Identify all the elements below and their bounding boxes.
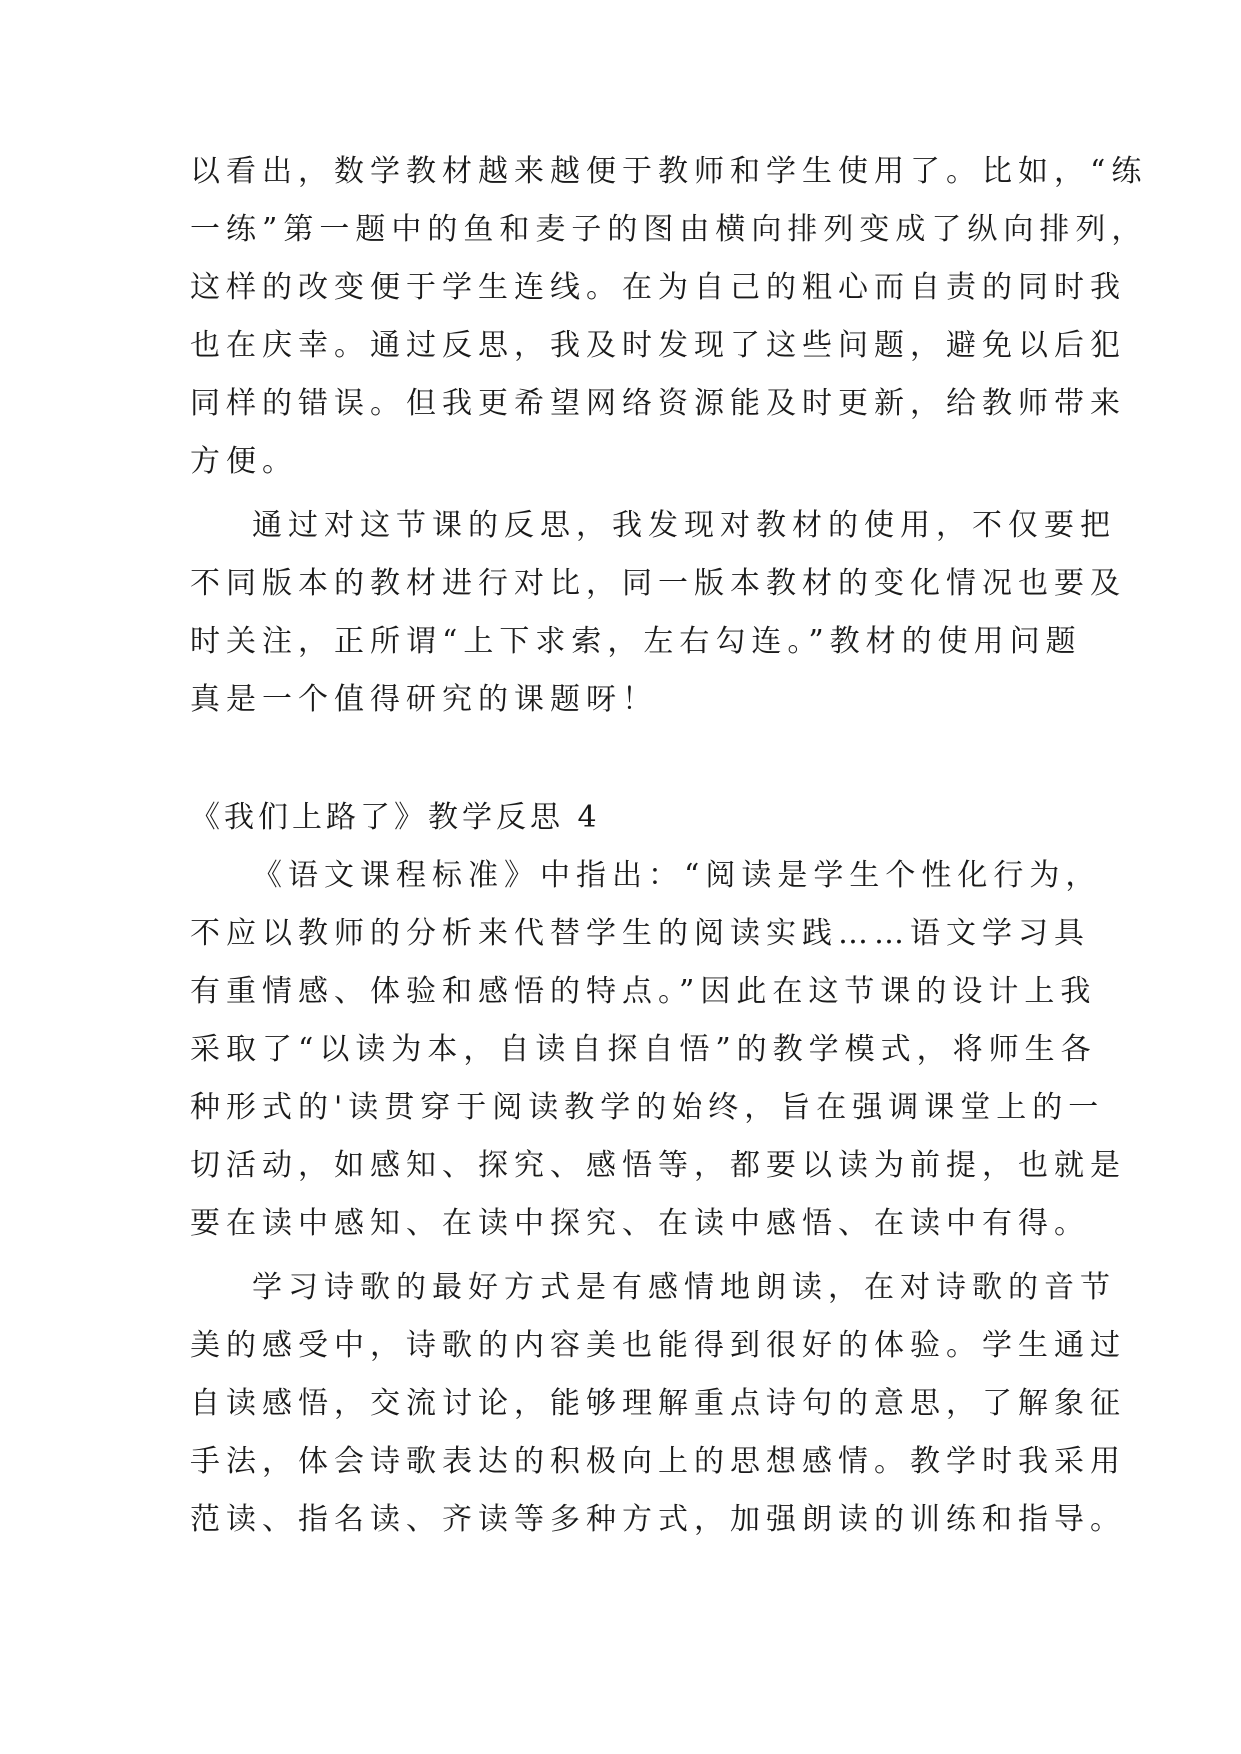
section-heading: 《我们上路了》教学反思 4 (190, 800, 601, 835)
paragraph-line: 这样的改变便于学生连线。在为自己的粗心而自责的同时我 (190, 270, 1126, 305)
paragraph-line: 同样的错误。但我更希望网络资源能及时更新，给教师带来 (190, 386, 1126, 421)
paragraph-first-line: 通过对这节课的反思，我发现对教材的使用，不仅要把 (252, 508, 1116, 543)
paragraph-line: 范读、指名读、齐读等多种方式，加强朗读的训练和指导。 (190, 1502, 1126, 1537)
paragraph-first-line: 学习诗歌的最好方式是有感情地朗读，在对诗歌的音节 (252, 1270, 1116, 1305)
paragraph-line: 不应以教师的分析来代替学生的阅读实践……语文学习具 (190, 916, 1090, 951)
paragraph-line: 真是一个值得研究的课题呀！ (190, 682, 658, 717)
paragraph-line: 时关注，正所谓“上下求索，左右勾连。”教材的使用问题 (190, 624, 1082, 659)
paragraph-line: 以看出，数学教材越来越便于教师和学生使用了。比如，“练 (190, 154, 1148, 189)
paragraph-first-line: 《语文课程标准》中指出：“阅读是学生个性化行为， (252, 858, 1102, 893)
paragraph-line: 一练”第一题中的鱼和麦子的图由横向排列变成了纵向排列， (190, 212, 1148, 247)
paragraph-line: 手法，体会诗歌表达的积极向上的思想感情。教学时我采用 (190, 1444, 1126, 1479)
paragraph-line: 有重情感、体验和感悟的特点。”因此在这节课的设计上我 (190, 974, 1097, 1009)
paragraph-line: 方便。 (190, 444, 298, 479)
paragraph-line: 自读感悟，交流讨论，能够理解重点诗句的意思，了解象征 (190, 1386, 1126, 1421)
paragraph-line: 要在读中感知、在读中探究、在读中感悟、在读中有得。 (190, 1206, 1090, 1241)
paragraph-line: 采取了“以读为本，自读自探自悟”的教学模式，将师生各 (190, 1032, 1097, 1067)
paragraph-line: 美的感受中，诗歌的内容美也能得到很好的体验。学生通过 (190, 1328, 1126, 1363)
paragraph-line: 也在庆幸。通过反思，我及时发现了这些问题，避免以后犯 (190, 328, 1126, 363)
paragraph-line: 切活动，如感知、探究、感悟等，都要以读为前提，也就是 (190, 1148, 1126, 1183)
paragraph-line: 种形式的'读贯穿于阅读教学的始终，旨在强调课堂上的一 (190, 1090, 1105, 1125)
paragraph-line: 不同版本的教材进行对比，同一版本教材的变化情况也要及 (190, 566, 1126, 601)
